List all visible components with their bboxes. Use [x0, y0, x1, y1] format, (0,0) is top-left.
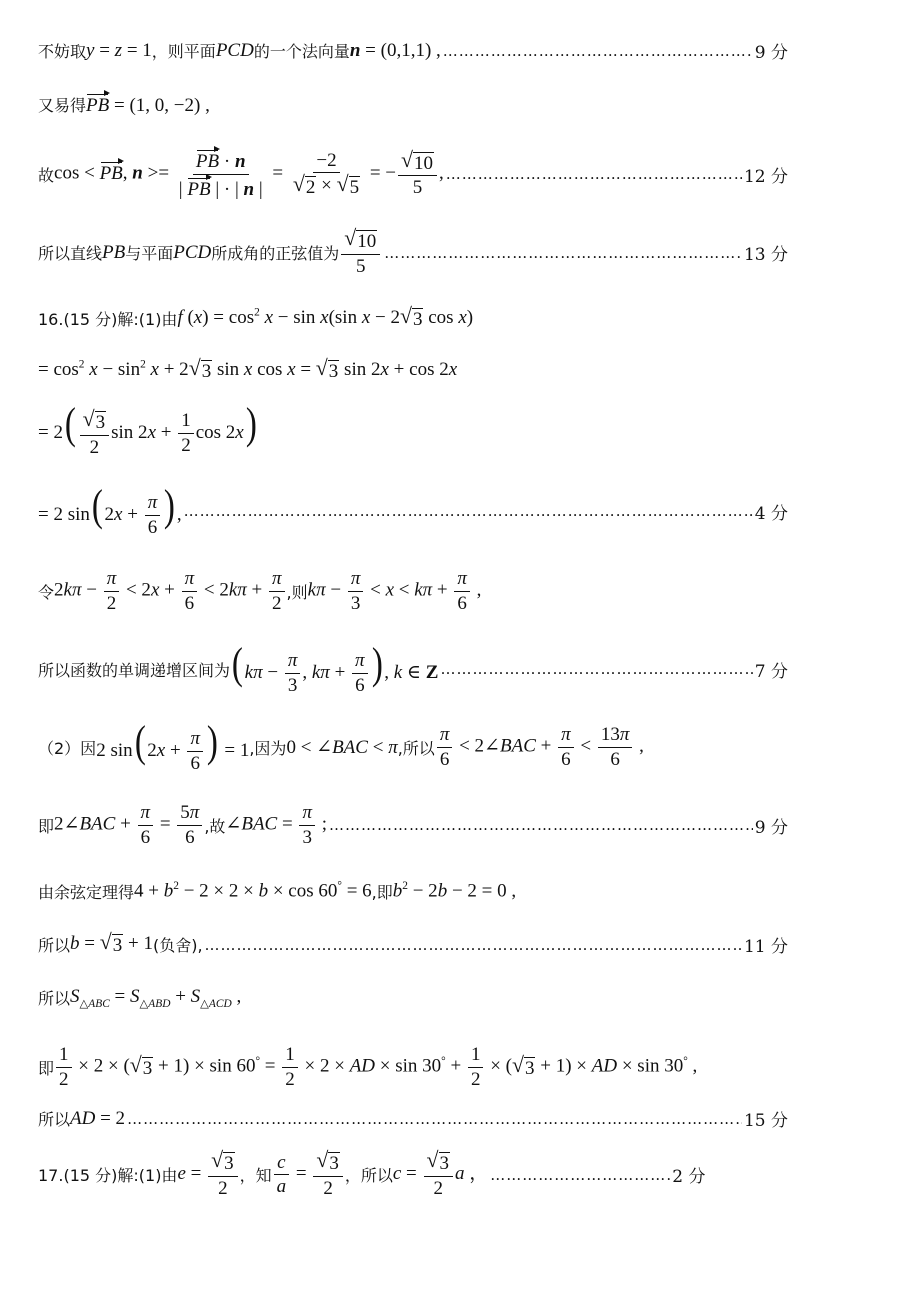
solution-line-3	[38, 148, 788, 201]
score-label: 9 分	[754, 43, 788, 63]
math-expression: y = z = 1	[86, 39, 152, 61]
score-label: 11 分	[743, 937, 788, 957]
math-expression: e = √ 3 2	[177, 1150, 239, 1200]
math-expression: (kπ − $\frac{\pi}{3}$ , kπ + $\frac{\pi}{6}$ ), k ∈ Z	[231, 639, 439, 697]
solution-line-14	[38, 932, 788, 957]
solution-line-8	[38, 481, 788, 539]
solution-line-17-start	[38, 1150, 788, 1200]
line-text: ，所以	[344, 1166, 393, 1186]
leader-dots	[490, 1166, 670, 1184]
solution-line-7	[38, 399, 788, 458]
line-text: 即	[38, 1058, 55, 1078]
math-expression: $\frac{\pi}{6}$ < 2∠BAC + $\frac{\pi}{6}$ < $\frac{13\pi}{6}$ ,	[435, 724, 644, 771]
line-text: （2）因	[38, 738, 97, 758]
math-expression: n = (0,1,1) ,	[349, 39, 441, 61]
line-text: 所以函数的单调递增区间为	[38, 660, 231, 680]
math-expression: AD = 2	[70, 1107, 126, 1129]
line-text: ,则	[286, 582, 308, 602]
line-text: 17.(15 分)解:(1)由	[38, 1166, 178, 1186]
line-text: ,即	[371, 883, 393, 902]
score-label: 2 分	[672, 1167, 706, 1188]
math-expression: c = √ 3 2 a ，	[392, 1148, 489, 1199]
math-expression: $4 + b^2 - 2 \times 2 \times b \times \cos 60^\circ = 6$	[134, 880, 372, 902]
line-text: 所以	[38, 989, 71, 1009]
math-expression: = 2( √ 3 2 sin 2x + $\frac{1}{2}$ cos 2x)	[38, 399, 257, 458]
leader-dots	[329, 816, 753, 834]
line-text: 即	[38, 816, 55, 836]
solution-line-6	[38, 358, 788, 383]
math-expression: PCD	[215, 39, 254, 61]
math-expression: kπ − $\frac{\pi}{3}$ < x < kπ + $\frac{\pi}{6}$ ,	[307, 568, 482, 614]
solution-line-16-start	[38, 306, 788, 331]
math-expression: 2kπ − $\frac{\pi}{2}$ < 2x + $\frac{\pi}{6}$ < 2kπ + $\frac{\pi}{2}$	[54, 568, 287, 615]
leader-dots	[446, 165, 742, 183]
score-label: 15 分	[743, 1111, 788, 1131]
score-label: 9 分	[754, 817, 788, 838]
line-text: ,所以	[397, 738, 435, 758]
line-text: 所以直线	[38, 244, 103, 264]
math-expression: PCD	[173, 241, 212, 263]
solution-line-15	[38, 986, 788, 1010]
math-expression: √ 10 5	[339, 228, 382, 278]
line-text: 令	[38, 582, 55, 602]
line-text: 与平面	[125, 244, 174, 264]
line-text: 由余弦定理得	[38, 883, 135, 902]
math-expression: PB	[102, 241, 126, 263]
leader-dots	[127, 1110, 742, 1128]
solution-line-13	[38, 880, 788, 903]
line-text: ，知	[239, 1166, 272, 1186]
math-expression: b = √ 3 + 1	[70, 930, 153, 956]
line-text: 所成角的正弦值为	[211, 244, 340, 264]
leader-dots	[205, 936, 742, 954]
line-text: 故	[38, 165, 55, 185]
line-text: ,故	[204, 816, 226, 836]
solution-line-2	[38, 92, 788, 117]
solution-line-4	[38, 228, 788, 278]
line-text: ,因为	[249, 738, 287, 758]
math-expression: $b^2 - 2b - 2 = 0$ ,	[392, 880, 517, 902]
math-expression: cos < PB, n >= $\frac{PB \cdot n}{| PB | \cdot | n |}$ = −2 √ 2 × √ 5 = − √ 10 5 ,	[54, 147, 444, 200]
math-expression: 0 < ∠BAC < π	[286, 736, 398, 758]
line-text: 不妨取	[38, 42, 87, 61]
math-expression: = $\cos^2 x - \sin^2 x + 2$ √ 3 sin x cos x = √ 3 sin 2x + cos 2x	[38, 356, 458, 382]
leader-dots	[440, 660, 752, 678]
math-expression: = 2 sin(2x + $\frac{\pi}{6}$ ),	[38, 481, 182, 539]
score-label: 7 分	[754, 661, 788, 682]
line-text: 的一个法向量	[253, 42, 350, 61]
solution-line-1	[38, 38, 788, 63]
math-expression: $\frac{c}{a}$ = √ 3 2	[272, 1150, 345, 1200]
line-text: ，则平面	[151, 42, 216, 61]
leader-dots	[443, 42, 753, 60]
line-text: (负舍),	[152, 936, 203, 955]
leader-dots	[184, 502, 753, 520]
score-label: 12 分	[743, 166, 788, 187]
math-expression: $\frac{1}{2}$ × 2 × ( √ 3 + 1) × sin 60° = $\frac{1}{2}$ × 2 × AD × sin 30° + $\frac{1}{2}$ × ( √ 3 + 1) × AD × sin 30° ,	[54, 1044, 697, 1091]
leader-dots	[384, 244, 742, 262]
solution-line-9	[38, 568, 788, 615]
math-expression: ∠BAC = $\frac{\pi}{3}$ ;	[225, 802, 328, 848]
line-text: 又易得	[38, 96, 87, 115]
math-expression: 2∠BAC + $\frac{\pi}{6}$ = $\frac{5\pi}{6}$	[54, 802, 204, 849]
line-text: 所以	[38, 936, 71, 955]
solution-line-12	[38, 802, 788, 849]
solution-line-10	[38, 639, 788, 697]
solution-line-11	[38, 717, 788, 775]
line-text: 所以	[38, 1110, 71, 1129]
solution-line-16	[38, 1044, 788, 1091]
score-label: 4 分	[754, 503, 788, 524]
math-expression: 2 sin(2x + $\frac{\pi}{6}$ ) = 1	[96, 717, 250, 775]
math-expression: $S_{\triangle ABC} = S_{\triangle ABD} + S_{\triangle ACD}$ ,	[70, 986, 242, 1010]
score-label: 13 分	[743, 245, 788, 266]
line-text: 16.(15 分)解:(1)由	[38, 310, 178, 329]
math-expression: PB = (1, 0, −2) ,	[86, 92, 210, 117]
math-expression: f $(x) = \cos^2 x - \sin x(\sin$ x − 2 √ 3 cos x)	[177, 304, 474, 330]
solution-line-17	[38, 1106, 788, 1131]
